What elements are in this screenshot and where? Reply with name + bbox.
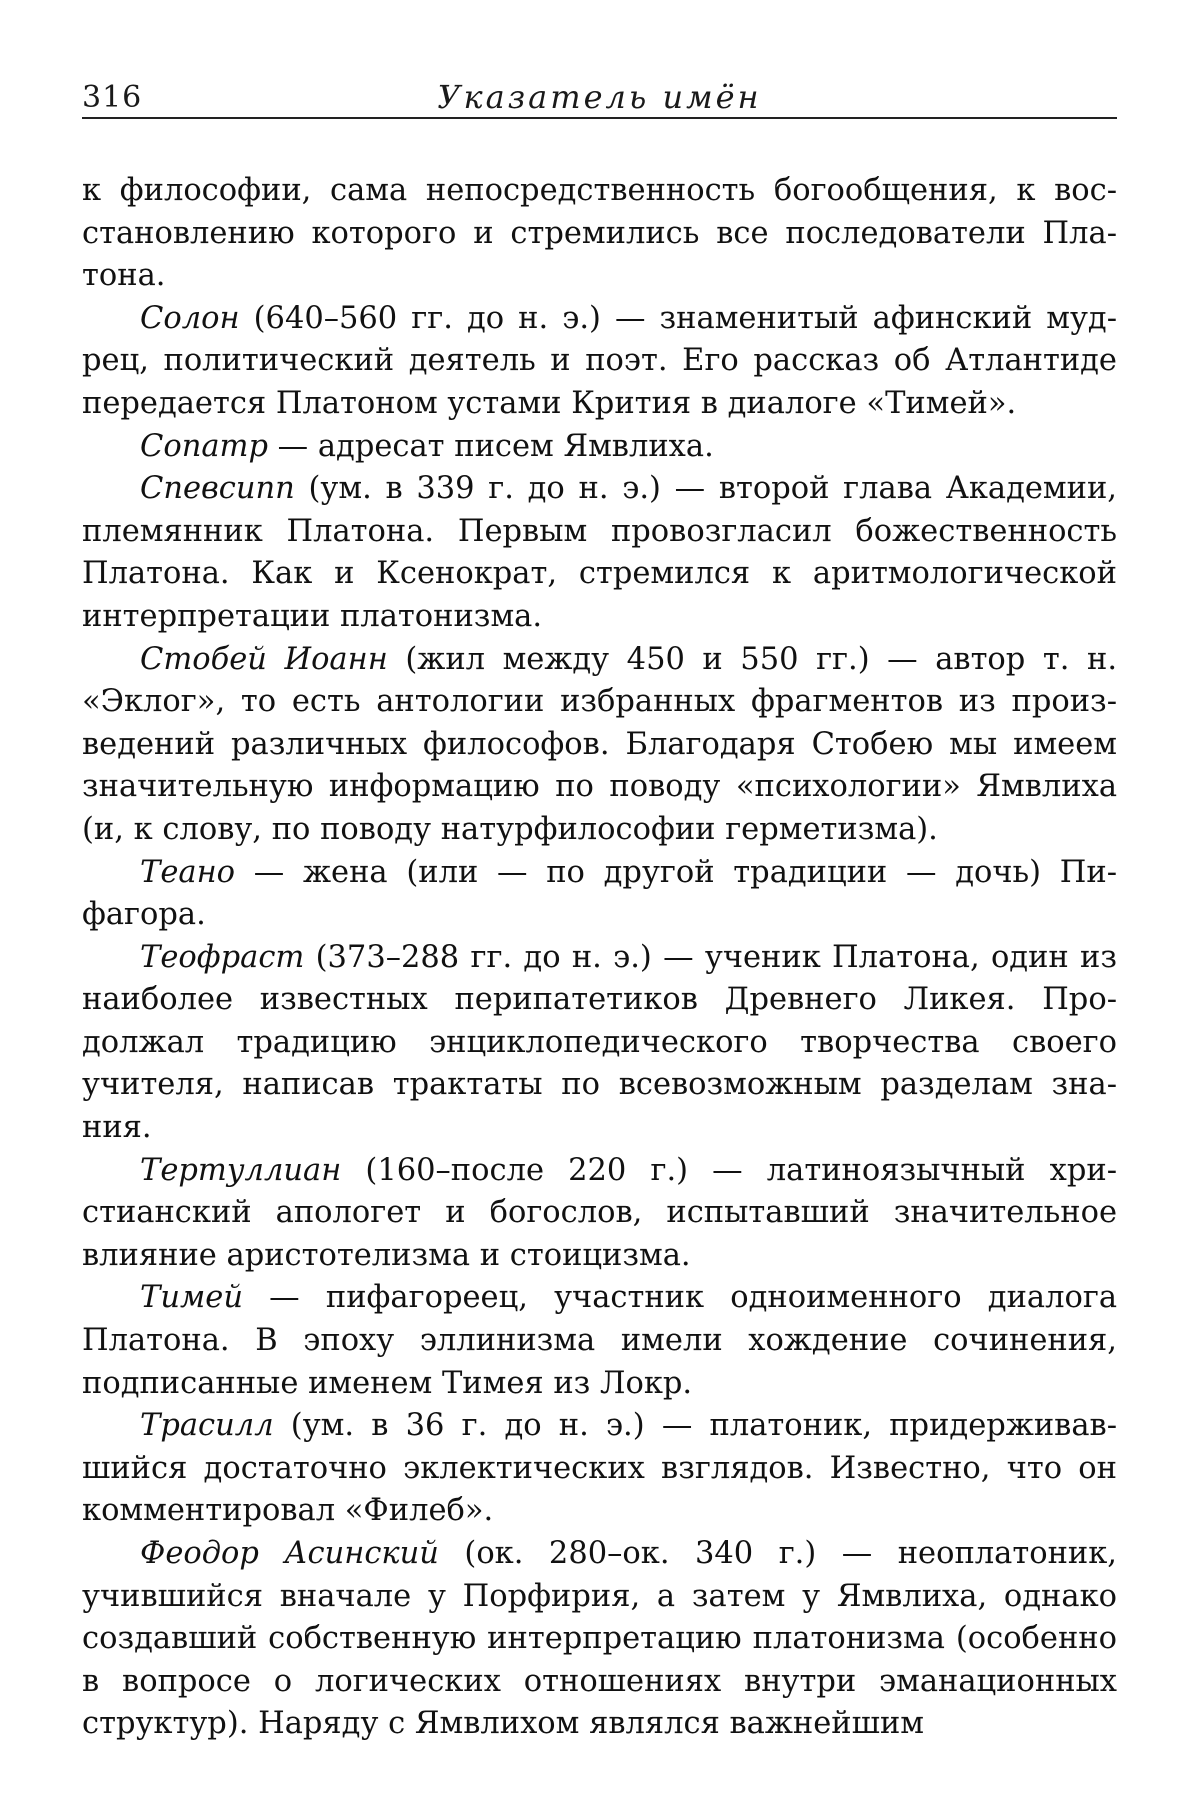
entry-text: к философии, сама непосредственность богообщения, к восстановлению которого и стремились все последователи Платона.: [82, 173, 1117, 294]
index-text: [82, 170, 1117, 1746]
entry-name: Солон: [140, 300, 240, 336]
entry-name: Тертуллиан: [140, 1152, 342, 1188]
page-number: 316: [82, 80, 143, 115]
running-title: Указатель имён: [437, 78, 762, 116]
entry-name: Теано: [140, 854, 236, 890]
entry-name: Теофраст: [140, 939, 305, 975]
entry-text: (ум. в 36 г. до н. э.) — платоник, придерживавшийся достаточно эклектических взглядов. Известно, что он комментировал «Филеб».: [82, 1408, 1117, 1529]
entry-name: Спевсипп: [140, 471, 295, 507]
entry-name: Феодор Асинский: [140, 1536, 439, 1571]
entry-text: — жена (или — по другой традиции — дочь) Пифагора.: [82, 854, 1117, 933]
index-entry-continuation: [82, 170, 1117, 298]
entry-name: Сопатр: [140, 428, 268, 464]
entry-text: — адресат писем Ямвлиха.: [267, 428, 714, 464]
entry-name: Трасилл: [140, 1408, 274, 1444]
index-entry-theano: [82, 852, 1117, 937]
index-entry-speusippus: [82, 468, 1117, 638]
index-entry-thrasyllus: [82, 1405, 1117, 1533]
entry-name: Тимей: [140, 1280, 243, 1316]
entry-text: — пифагореец, участник одноименного диалога Платона. В эпоху эллинизма имели хождение сочинения, подписанные именем Тимея из Локр.: [82, 1280, 1117, 1401]
index-entry-theophrastus: [82, 937, 1117, 1150]
index-entry-solon: [82, 298, 1117, 426]
page-header: [82, 72, 1117, 120]
index-entry-stobaeus: [82, 639, 1117, 852]
index-entry-theodore-of-asine: [82, 1533, 1117, 1746]
entry-text: (373–288 гг. до н. э.) — ученик Платона, один из наиболее известных перипатетиков Древнего Ликея. Продолжал традицию энциклопедического творчества своего учителя, написав трактаты по всевозможным разделам знания.: [82, 939, 1117, 1146]
entry-text: (ум. в 339 г. до н. э.) — второй глава Академии, племянник Платона. Первым провозгласил божественность Платона. Как и Ксенократ, стремился к аритмологической интерпретации платонизма.: [82, 471, 1117, 634]
entry-text: (640–560 гг. до н. э.) — знаменитый афинский мудрец, политический деятель и поэт. Его рассказ об Атлантиде передается Платоном устами Крития в диалоге «Тимей».: [82, 300, 1117, 421]
entry-name: Стобей Иоанн: [140, 641, 388, 677]
entry-text: (160–после 220 г.) — латиноязычный христианский апологет и богослов, испытавший значительное влияние аристотелизма и стоицизма.: [82, 1152, 1117, 1273]
index-entry-timaeus: [82, 1277, 1117, 1405]
entry-text: (ок. 280–ок. 340 г.) — неоплатоник, учившийся вначале у Порфирия, а затем у Ямвлиха, однако создавший собственную интерпретацию платонизма (особенно в вопросе о логических отношениях внутри эманационных структур). Наряду с Ямвлихом являлся важнейшим: [82, 1536, 1118, 1742]
header-rule: [82, 117, 1117, 119]
index-entry-tertullian: [82, 1150, 1117, 1278]
entry-text: (жил между 450 и 550 гг.) — автор т. н. «Эклог», то есть антологии избранных фрагментов из произведений различных философов. Благодаря Стобею мы имеем значительную информацию по поводу «психологии» Ямвлиха (и, к слову, по поводу натурфилософии герметизма).: [82, 641, 1118, 847]
index-entry-sopatr: [82, 426, 1117, 469]
